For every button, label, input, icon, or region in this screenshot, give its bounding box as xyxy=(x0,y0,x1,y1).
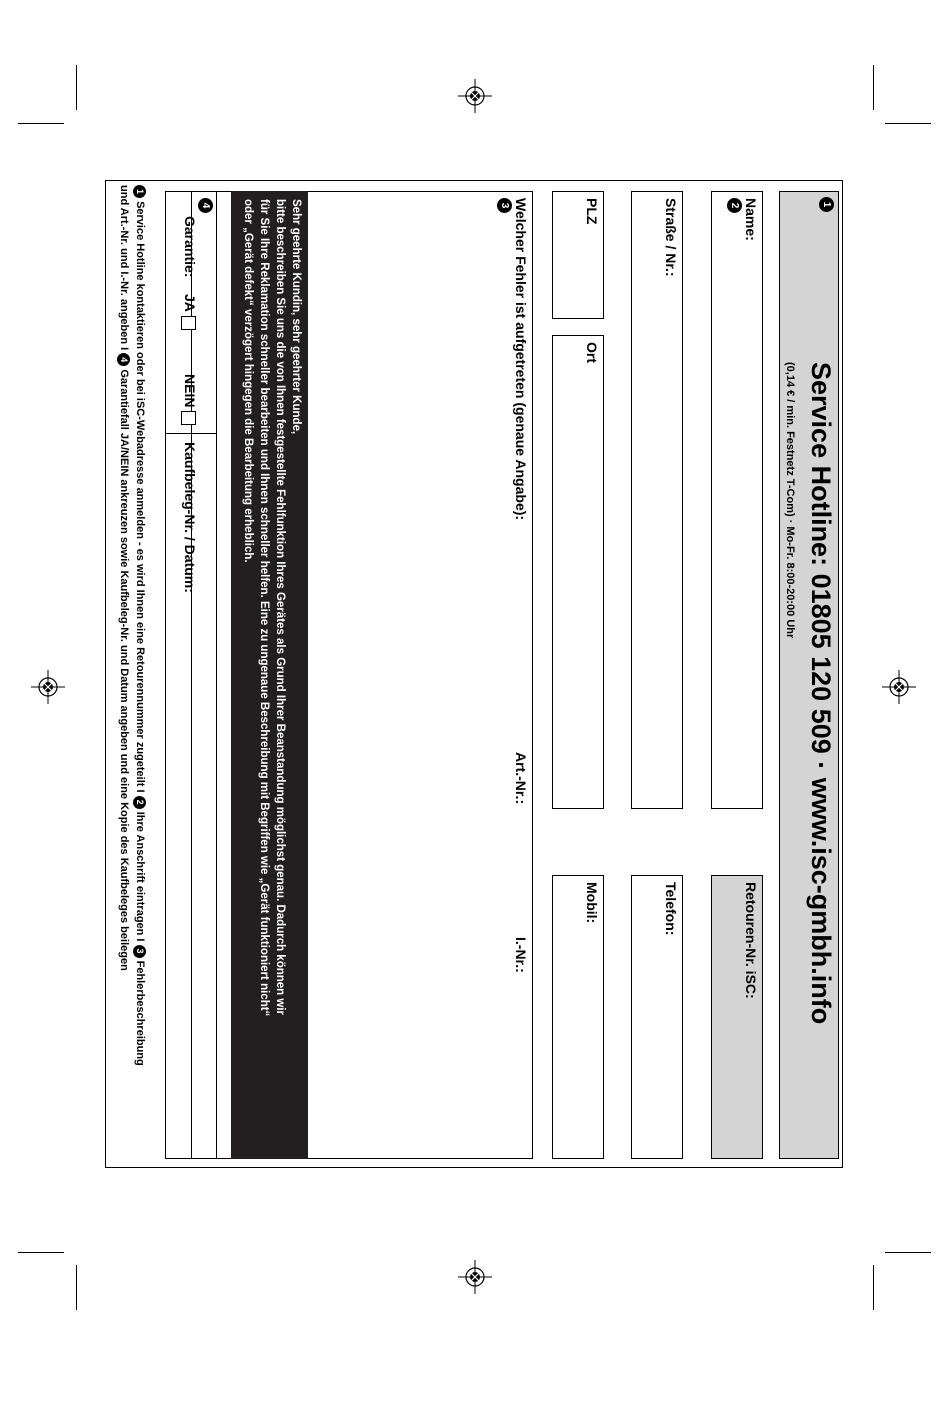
hotline-title: Service Hotline: 01805 120 509 · www.isc-gmbh.info xyxy=(806,362,836,1025)
article-number-label: Art.-Nr.: xyxy=(513,752,529,805)
receipt-label: Kaufbeleg-Nr. / Datum: xyxy=(182,442,198,593)
crop-mark xyxy=(873,1265,874,1310)
step-number-badge: 1 xyxy=(133,185,146,198)
footer-text: und Art.-Nr. und I.-Nr. angeben I xyxy=(118,185,130,351)
receipt-field[interactable] xyxy=(166,612,216,1158)
notice-greeting: Sehr geehrte Kundin, sehr geehrter Kunde, xyxy=(290,199,302,435)
footer-text: Garantiefall JA/NEIN ankreuzen sowie Kaufbeleg-Nr. und Datum angeben und eine Kopie des Kaufbeleges beilegen xyxy=(118,369,130,971)
guarantee-yes-checkbox[interactable] xyxy=(181,316,196,330)
crop-mark xyxy=(885,123,931,124)
guarantee-no-label: NEIN xyxy=(182,374,198,408)
name-field[interactable] xyxy=(711,191,763,809)
item-number-label: I.-Nr.: xyxy=(513,937,529,973)
notice-line: für Sie Ihre Reklamation schneller bearbeiten und Ihnen schneller helfen. Eine zu ungenaue Beschreibung mit Begriffen wie „Gerät funktioniert nicht“ xyxy=(258,199,270,1017)
footer-text: Service Hotline kontaktieren oder bei iSC-Webadresse anmelden - es wird Ihnen eine Retourennummer zugeteilt I xyxy=(134,201,146,793)
street-field[interactable] xyxy=(631,191,683,809)
zip-label: PLZ xyxy=(584,198,600,225)
step-number-badge: 2 xyxy=(727,198,742,213)
return-form-frame xyxy=(105,180,843,1168)
footer-instructions xyxy=(116,185,148,1165)
hotline-subtitle: (0,14 € / min. Festnetz T-Com) · Mo-Fr. 8:00-20:00 Uhr xyxy=(784,362,796,639)
step-number-badge: 4 xyxy=(198,198,213,213)
mobile-label: Mobil: xyxy=(584,882,600,924)
guarantee-no-checkbox[interactable] xyxy=(181,411,196,425)
mobile-field[interactable] xyxy=(552,875,604,1159)
guarantee-label: Garantie: xyxy=(182,216,198,278)
registration-mark-icon xyxy=(458,1260,492,1294)
step-number-badge: 4 xyxy=(117,353,130,366)
crop-mark xyxy=(18,1252,64,1253)
registration-mark-icon xyxy=(882,670,916,704)
registration-mark-icon xyxy=(31,670,65,704)
notice-line: bitte beschreiben Sie uns die von Ihnen festgestellte Fehlfunktion Ihres Gerätes als Grund Ihrer Beanstandung möglichst genau. Dadurch können wir xyxy=(274,199,286,1016)
registration-mark-icon xyxy=(458,79,492,113)
crop-mark xyxy=(76,65,77,110)
step-number-badge: 1 xyxy=(819,197,834,212)
street-label: Straße / Nr.: xyxy=(663,198,679,277)
zip-field[interactable] xyxy=(552,191,604,319)
guarantee-yes-label: JA xyxy=(182,294,198,312)
notice-line: oder „Gerät defekt“ verzögert hingegen die Bearbeitung erheblich. xyxy=(242,199,254,563)
service-hotline-header xyxy=(779,191,839,1159)
step-number-badge: 3 xyxy=(133,945,146,958)
guarantee-divider xyxy=(166,433,216,434)
step-number-badge: 3 xyxy=(497,198,512,213)
phone-label: Telefon: xyxy=(663,882,679,936)
footer-text: Fehlerbeschreibung xyxy=(134,960,146,1066)
crop-mark xyxy=(873,65,874,110)
guarantee-yes[interactable] xyxy=(181,294,198,330)
city-field[interactable] xyxy=(552,335,604,809)
fault-label: Welcher Fehler ist aufgetreten (genaue Angabe): xyxy=(513,198,529,521)
step-number-badge: 2 xyxy=(133,796,146,809)
crop-mark xyxy=(76,1265,77,1310)
customer-notice xyxy=(231,191,308,1159)
crop-mark xyxy=(885,1252,931,1253)
name-label: Name: xyxy=(743,198,759,241)
crop-mark xyxy=(18,123,64,124)
return-form xyxy=(105,181,843,1169)
footer-text: Ihre Anschrift eintragen I xyxy=(134,811,146,942)
city-label: Ort xyxy=(584,342,600,363)
retouren-label: Retouren-Nr. iSC: xyxy=(743,882,759,999)
guarantee-section xyxy=(165,191,217,1159)
retouren-number-field[interactable] xyxy=(711,875,763,1159)
phone-field[interactable] xyxy=(631,875,683,1159)
guarantee-no[interactable] xyxy=(181,374,198,425)
